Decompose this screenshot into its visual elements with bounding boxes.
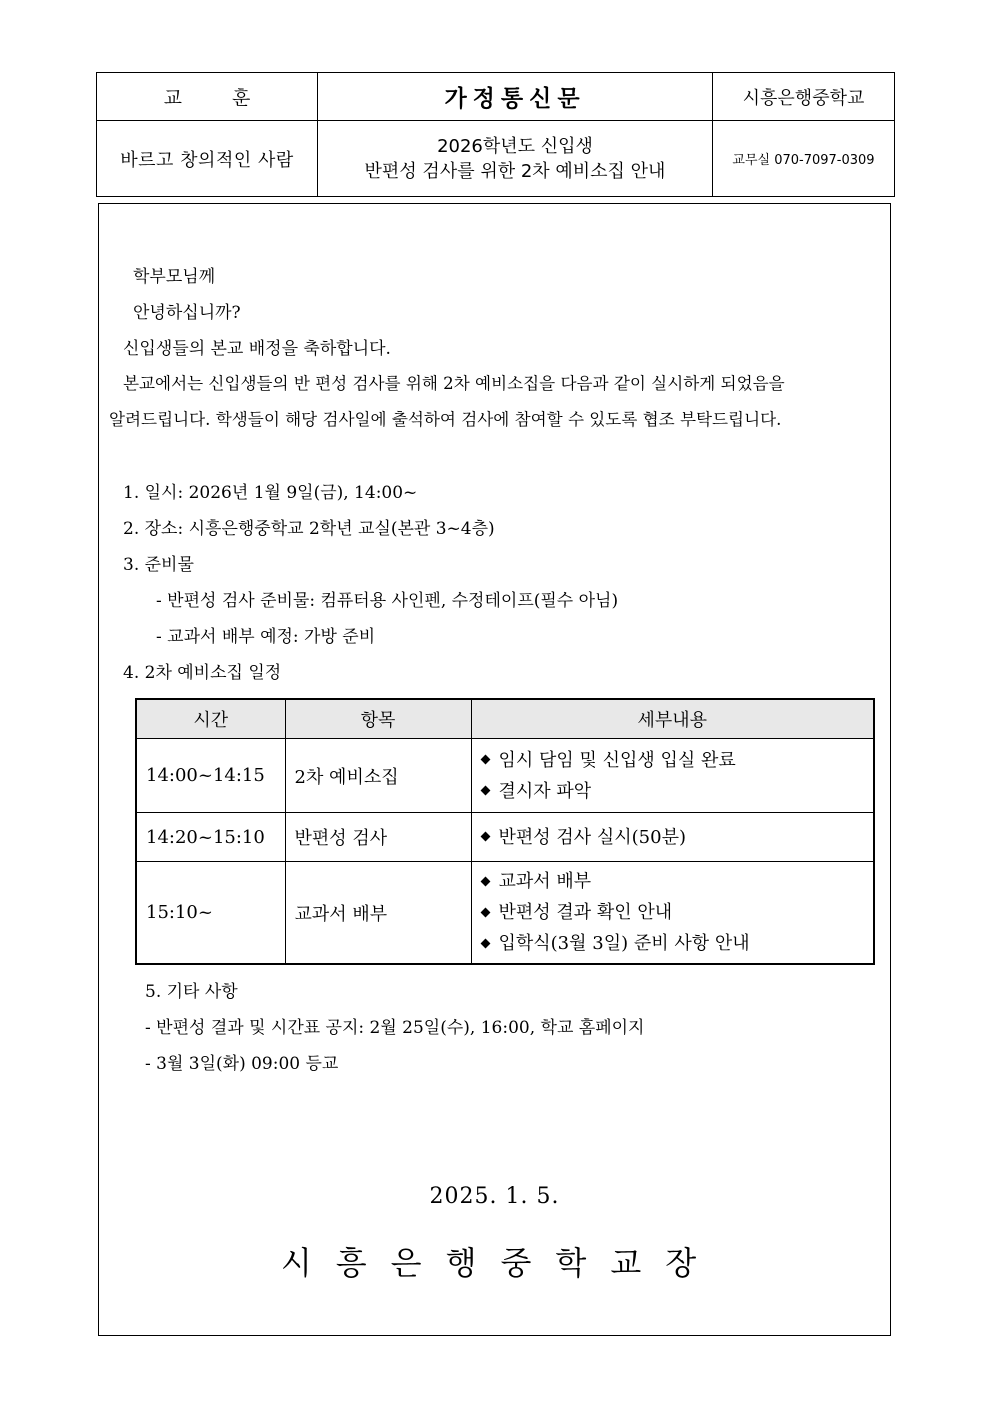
detail-text: 임시 담임 및 신입생 입실 완료 bbox=[498, 749, 736, 771]
document-date: 2025. 1. 5. bbox=[429, 1184, 560, 1209]
detail-text: 입학식(3월 3일) 준비 사항 안내 bbox=[498, 933, 750, 954]
diamond-bullet-icon bbox=[480, 907, 490, 917]
diamond-bullet-icon bbox=[480, 938, 490, 948]
item-supplies: 3. 준비물 bbox=[123, 555, 194, 575]
column-header-time: 시간 bbox=[136, 699, 285, 739]
column-header-item: 항목 bbox=[285, 699, 471, 739]
row-time: 15:10~ bbox=[136, 862, 285, 965]
row-details bbox=[471, 862, 874, 965]
table-row bbox=[136, 862, 874, 965]
other-line-1: - 반편성 결과 및 시간표 공지: 2월 25일(수), 16:00, 학교 홈페이지 bbox=[145, 1018, 645, 1038]
item-place: 2. 장소: 시흥은행중학교 2학년 교실(본관 3~4층) bbox=[123, 519, 495, 539]
body-line-1: 본교에서는 신입생들의 반 편성 검사를 위해 2차 예비소집을 다음과 같이 실시하게 되었음을 bbox=[123, 374, 785, 393]
principal-signature: 시흥은행중학교장 bbox=[280, 1244, 721, 1282]
subtitle-line-1: 2026학년도 신입생 bbox=[437, 135, 593, 157]
row-details bbox=[471, 739, 874, 813]
row-details bbox=[471, 813, 874, 862]
detail-text: 결시자 파악 bbox=[498, 780, 592, 802]
diamond-bullet-icon bbox=[480, 876, 490, 886]
item-date: 1. 일시: 2026년 1월 9일(금), 14:00~ bbox=[123, 483, 418, 503]
item-schedule: 4. 2차 예비소집 일정 bbox=[123, 663, 282, 683]
column-header-details: 세부내용 bbox=[471, 699, 874, 739]
notice-subtitle bbox=[318, 121, 713, 197]
letter-body bbox=[98, 203, 891, 1336]
subtitle-line-2: 반편성 검사를 위한 2차 예비소집 안내 bbox=[364, 160, 666, 182]
congrats-line: 신입생들의 본교 배정을 축하합니다. bbox=[123, 339, 391, 359]
detail-text: 반편성 검사 실시(50분) bbox=[498, 826, 686, 848]
detail-text: 교과서 배부 bbox=[498, 871, 592, 892]
page-title: 가정통신문 bbox=[318, 73, 713, 121]
school-motto: 바르고 창의적인 사람 bbox=[97, 121, 318, 197]
other-line-2: - 3월 3일(화) 09:00 등교 bbox=[145, 1054, 339, 1074]
hello-line: 안녕하십니까? bbox=[133, 303, 241, 323]
supplies-books: - 교과서 배부 예정: 가방 준비 bbox=[156, 627, 376, 647]
row-item: 교과서 배부 bbox=[285, 862, 471, 965]
detail-text: 반편성 결과 확인 안내 bbox=[498, 902, 673, 923]
body-line-2: 알려드립니다. 학생들이 해당 검사일에 출석하여 검사에 참여할 수 있도록 협조 부탁드립니다. bbox=[109, 410, 782, 429]
diamond-bullet-icon bbox=[480, 832, 490, 842]
diamond-bullet-icon bbox=[480, 786, 490, 796]
schedule-table bbox=[135, 698, 875, 965]
row-time: 14:20~15:10 bbox=[136, 813, 285, 862]
greeting: 학부모님께 bbox=[133, 267, 216, 287]
header-table bbox=[96, 72, 895, 197]
item-other: 5. 기타 사항 bbox=[145, 982, 238, 1002]
row-item: 2차 예비소집 bbox=[285, 739, 471, 813]
supplies-test: - 반편성 검사 준비물: 컴퓨터용 사인펜, 수정테이프(필수 아님) bbox=[156, 591, 619, 611]
row-time: 14:00~14:15 bbox=[136, 739, 285, 813]
table-row bbox=[136, 813, 874, 862]
motto-label: 교 훈 bbox=[97, 73, 318, 121]
diamond-bullet-icon bbox=[480, 755, 490, 765]
contact-info: 교무실 070-7097-0309 bbox=[713, 121, 895, 197]
row-item: 반편성 검사 bbox=[285, 813, 471, 862]
school-name: 시흥은행중학교 bbox=[713, 73, 895, 121]
table-row bbox=[136, 739, 874, 813]
table-header-row bbox=[136, 699, 874, 739]
